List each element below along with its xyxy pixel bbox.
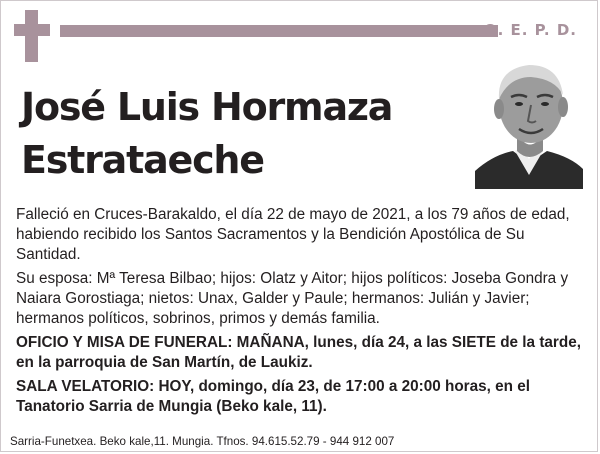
funeral-paragraph: OFICIO Y MISA DE FUNERAL: MAÑANA, lunes, día 24, a las SIETE de la tarde, en la parroquia de San Martín, de Laukiz.: [16, 334, 581, 371]
cross-icon: [14, 10, 50, 62]
deceased-name: [21, 81, 461, 187]
family-paragraph: Su esposa: Mª Teresa Bilbao; hijos: Olatz y Aitor; hijos políticos: Joseba Gondra y Naiara Gorostiaga; nietos: Unax, Galder y Paule; hermanos: Julián y Javier; hermanos políticos, sobrinos, primos y demás familia.: [16, 270, 569, 327]
wake-paragraph: SALA VELATORIO: HOY, domingo, día 23, de 17:00 a 20:00 horas, en el Tanatorio Sarria de Mungia (Beko kale, 11).: [16, 378, 530, 415]
name-line-2: Estrataeche: [21, 138, 264, 182]
name-line-1: José Luis Hormaza: [21, 85, 393, 129]
funeral-home-footer: Sarria-Funetxea. Beko kale,11. Mungia. Tfnos. 94.615.52.79 - 944 912 007: [10, 435, 395, 448]
portrait-photo: [475, 59, 583, 189]
portrait-illustration: [475, 59, 583, 189]
header-band: [60, 25, 498, 37]
death-notice-paragraph: Falleció en Cruces-Barakaldo, el día 22 de mayo de 2021, a los 79 años de edad, habiendo recibido los Santos Sacramentos y la Bendición Apostólica de Su Santidad.: [16, 206, 570, 263]
obituary-text: [16, 205, 591, 421]
qepd-label: Q. E. P. D.: [483, 21, 577, 39]
